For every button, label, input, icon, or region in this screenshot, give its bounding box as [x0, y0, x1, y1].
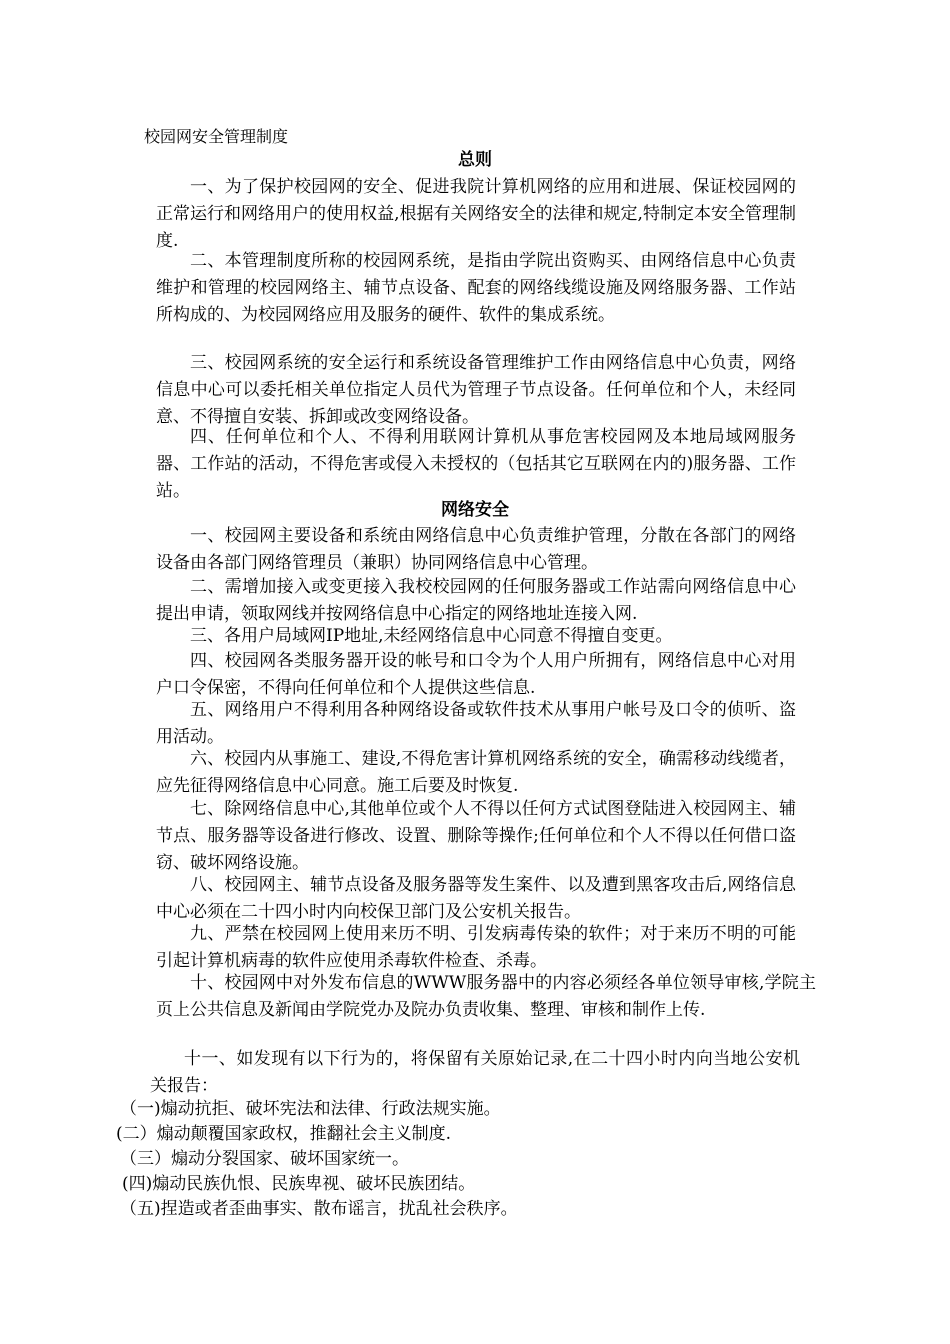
paragraph: 四、任何单位和个人、不得利用联网计算机从事危害校园网及本地局域网服务器、工作站的活动，不得危害或侵入未授权的（包括其它互联网在内的)服务器、工作站。: [156, 427, 796, 501]
paragraph: 七、除网络信息中心,其他单位或个人不得以任何方式试图登陆进入校园网主、辅节点、服务器等设备进行修改、设置、删除等操作;任何单位和个人不得以任何借口盗窃、破坏网络设施。: [156, 799, 796, 873]
paragraph: 一、校园网主要设备和系统由网络信息中心负责维护管理，分散在各部门的网络设备由各部门网络管理员（兼职）协同网络信息中心管理。: [156, 526, 796, 573]
list-item: (二）煽动颠覆国家政权，推翻社会主义制度.: [116, 1124, 452, 1144]
paragraph: 五、网络用户不得利用各种网络设备或软件技术从事用户帐号及口令的侦听、盗用活动。: [156, 700, 796, 747]
paragraph: 一、为了保护校园网的安全、促进我院计算机网络的应用和进展、保证校园网的正常运行和网络用户的使用权益,根据有关网络安全的法律和规定,特制定本安全管理制度.: [156, 177, 796, 251]
section-heading-general: 总则: [458, 150, 492, 170]
list-item: （五)捏造或者歪曲事实、散布谣言，扰乱社会秩序。: [120, 1199, 518, 1219]
paragraph: 三、校园网系统的安全运行和系统设备管理维护工作由网络信息中心负责，网络信息中心可以委托相关单位指定人员代为管理子节点设备。任何单位和个人，未经同意、不得擅自安装、拆卸或改变网络设备。: [156, 353, 796, 427]
paragraph: 二、本管理制度所称的校园网系统，是指由学院出资购买、由网络信息中心负责维护和管理的校园网络主、辅节点设备、配套的网络线缆设施及网络服务器、工作站所构成的、为校园网络应用及服务的硬件、软件的集成系统。: [156, 251, 796, 325]
list-item: （三）煽动分裂国家、破坏国家统一。: [120, 1149, 409, 1169]
section-heading-network-security: 网络安全: [441, 500, 509, 520]
list-item: （一)煽动抗拒、破坏宪法和法律、行政法规实施。: [120, 1099, 501, 1119]
paragraph: 四、校园网各类服务器开设的帐号和口令为个人用户所拥有，网络信息中心对用户口令保密，不得向任何单位和个人提供这些信息.: [156, 651, 796, 698]
paragraph: 六、校园内从事施工、建设,不得危害计算机网络系统的安全，确需移动线缆者，应先征得网络信息中心同意。施工后要及时恢复.: [156, 749, 796, 796]
paragraph: 九、严禁在校园网上使用来历不明、引发病毒传染的软件；对于来历不明的可能引起计算机病毒的软件应使用杀毒软件检查、杀毒。: [156, 924, 796, 971]
paragraph: 十、校园网中对外发布信息的WWW服务器中的内容必须经各单位领导审核,学院主页上公共信息及新闻由学院党办及院办负责收集、整理、审核和制作上传.: [156, 973, 816, 1020]
document-title: 校园网安全管理制度: [144, 127, 289, 146]
paragraph: 二、需增加接入或变更接入我校校园网的任何服务器或工作站需向网络信息中心提出申请，领取网线并按网络信息中心指定的网络地址连接入网.: [156, 577, 796, 624]
paragraph: 三、各用户局域网IP地址,未经网络信息中心同意不得擅自变更。: [190, 626, 673, 646]
paragraph: 十一、如发现有以下行为的，将保留有关原始记录,在二十四小时内向当地公安机关报告：: [150, 1049, 800, 1096]
list-item: (四)煽动民族仇恨、民族卑视、破坏民族团结。: [122, 1174, 476, 1194]
paragraph: 八、校园网主、辅节点设备及服务器等发生案件、以及遭到黑客攻击后,网络信息中心必须在二十四小时内向校保卫部门及公安机关报告。: [156, 875, 796, 922]
